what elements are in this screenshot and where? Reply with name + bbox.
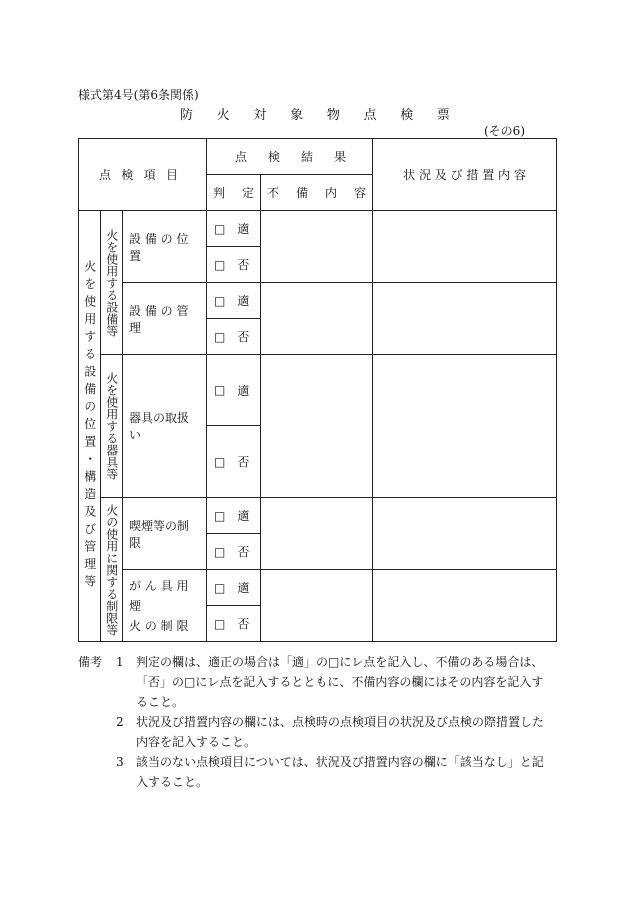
item-name: 喫煙等の制限 xyxy=(123,498,207,570)
group-cell xyxy=(101,498,123,642)
header-inspection-result: 点 検 結 果 xyxy=(207,139,373,175)
judgment-ok[interactable]: □ 適 xyxy=(207,570,261,606)
judgment-ok[interactable]: □ 適 xyxy=(207,211,261,247)
checkbox-icon[interactable]: □ xyxy=(214,544,226,559)
title-char: 象 xyxy=(290,108,304,123)
judgment-ng[interactable]: □ 否 xyxy=(207,534,261,570)
status-cell[interactable] xyxy=(373,498,557,570)
title-char: 火 xyxy=(216,108,230,123)
judgment-ng[interactable]: □ 否 xyxy=(207,606,261,642)
remark-item: 備考 1 判定の欄は、適正の場合は「適」の□にレ点を記入し、不備のある場合は、「否」の□にレ点を記入するとともに、不備内容の欄にはその内容を記入すること。 xyxy=(78,652,558,712)
inspection-table xyxy=(78,138,557,642)
checkbox-icon[interactable]: □ xyxy=(214,616,226,631)
group-label: 火を使用する設備等 xyxy=(104,228,119,337)
status-cell[interactable] xyxy=(373,211,557,283)
deficiency-cell[interactable] xyxy=(261,355,373,498)
status-cell[interactable] xyxy=(373,570,557,642)
item-name: 器具の取扱い xyxy=(123,355,207,498)
document-title xyxy=(180,104,450,123)
header-deficiency: 不 備 内 容 xyxy=(261,175,373,211)
form-number: 様式第4号(第6条関係) xyxy=(78,88,199,102)
deficiency-cell[interactable] xyxy=(261,283,373,355)
judgment-ng[interactable]: □ 否 xyxy=(207,319,261,355)
title-char: 対 xyxy=(253,108,267,123)
header-status-measures: 状 況 及 び 措 置 内 容 xyxy=(373,139,557,211)
page-label: (その6) xyxy=(484,124,525,138)
judgment-ng[interactable]: □ 否 xyxy=(207,426,261,498)
group-label: 火の使用に関する制限等 xyxy=(104,503,119,636)
title-char: 防 xyxy=(180,108,194,123)
remarks-heading: 備考 xyxy=(78,655,103,669)
judgment-ok[interactable]: □ 適 xyxy=(207,283,261,319)
remark-item: 2 状況及び措置内容の欄には、点検時の点検項目の状況及び点検の際措置した内容を記入すること。 xyxy=(116,715,545,749)
category-label: 火を使用する設備の位置・構造及び管理等 xyxy=(82,259,97,593)
title-char: 点 xyxy=(363,108,377,123)
checkbox-icon[interactable]: □ xyxy=(214,383,226,397)
checkbox-icon[interactable]: □ xyxy=(214,293,226,308)
group-label: 火を使用する器具等 xyxy=(104,372,119,480)
checkbox-icon[interactable]: □ xyxy=(214,329,226,344)
checkbox-icon[interactable]: □ xyxy=(214,580,226,595)
checkbox-icon[interactable]: □ xyxy=(214,454,226,469)
deficiency-cell[interactable] xyxy=(261,498,373,570)
title-char: 物 xyxy=(326,108,340,123)
group-cell xyxy=(101,355,123,498)
group-cell xyxy=(101,211,123,355)
remark-item: 3 該当のない点検項目については、状況及び措置内容の欄に「該当なし」と記入すること。 xyxy=(116,755,544,789)
judgment-ng[interactable]: □ 否 xyxy=(207,247,261,283)
remarks-section xyxy=(78,652,558,792)
header-inspection-item: 点 検 項 目 xyxy=(79,139,207,211)
checkbox-icon[interactable]: □ xyxy=(214,508,226,523)
judgment-ok[interactable]: □ 適 xyxy=(207,355,261,426)
title-char: 票 xyxy=(436,108,450,123)
checkbox-icon[interactable]: □ xyxy=(214,221,226,236)
category-cell xyxy=(79,211,101,642)
status-cell[interactable] xyxy=(373,355,557,498)
deficiency-cell[interactable] xyxy=(261,211,373,283)
status-cell[interactable] xyxy=(373,283,557,355)
item-name: 設 備 の 管 理 xyxy=(123,283,207,355)
deficiency-cell[interactable] xyxy=(261,570,373,642)
checkbox-icon[interactable]: □ xyxy=(214,257,226,272)
item-name: が ん 具 用 煙 火 の 制 限 xyxy=(123,570,207,642)
title-char: 検 xyxy=(400,108,414,123)
judgment-ok[interactable]: □ 適 xyxy=(207,498,261,534)
item-name: 設 備 の 位 置 xyxy=(123,211,207,283)
header-judgment: 判 定 xyxy=(207,175,261,211)
